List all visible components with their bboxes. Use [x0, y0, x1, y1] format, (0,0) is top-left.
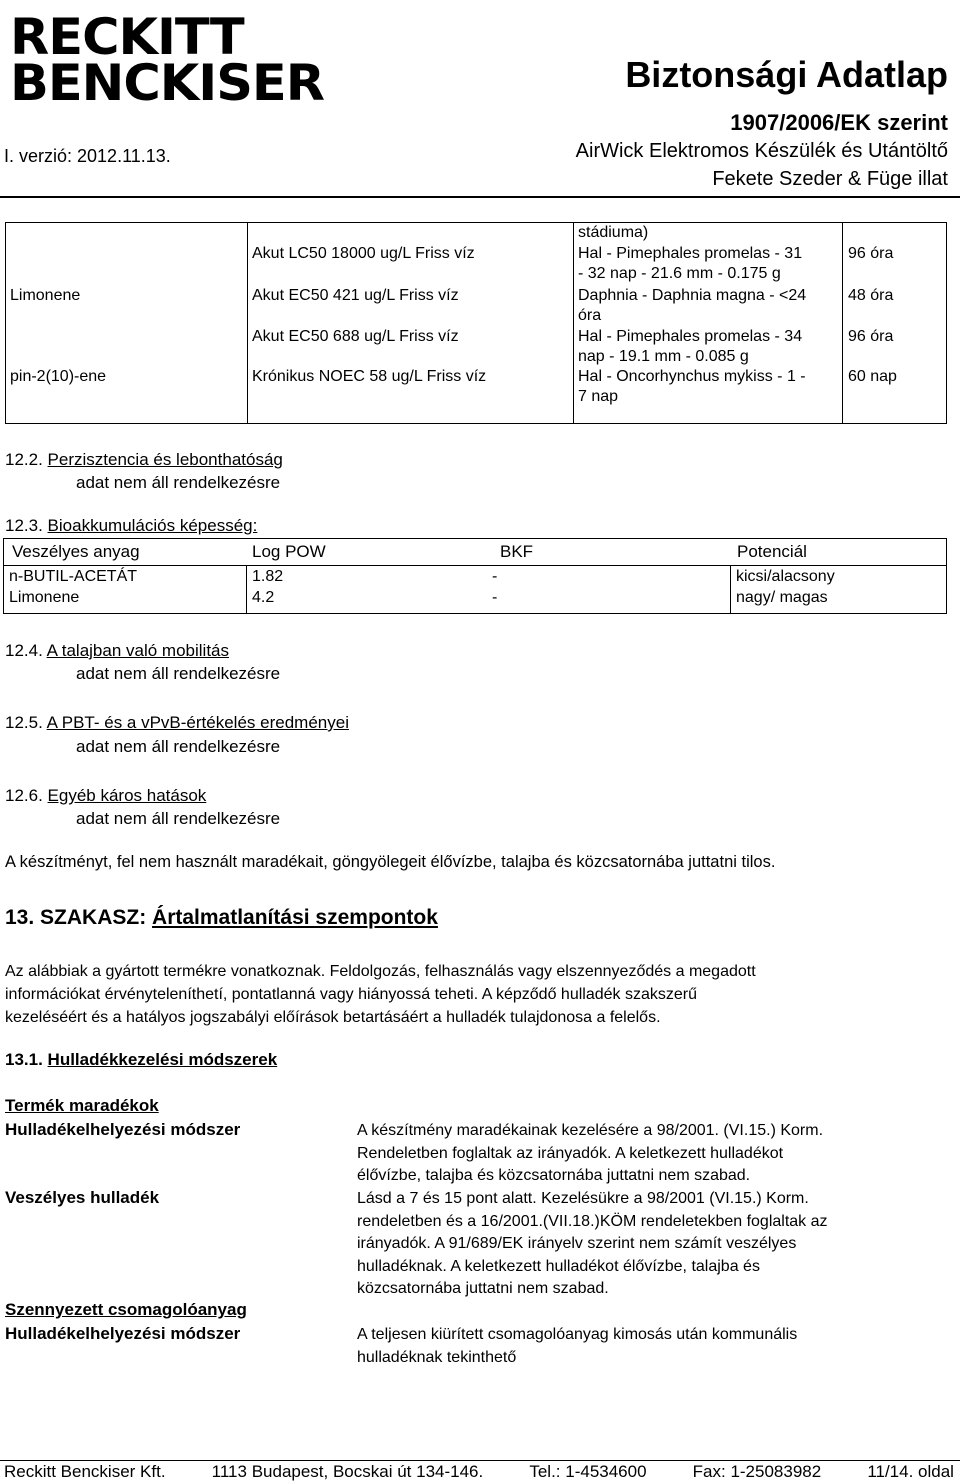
contaminated-packaging-label: Szennyezett csomagolóanyag	[5, 1300, 247, 1319]
column-header: Log POW	[252, 542, 326, 561]
table-cell: óra	[578, 307, 602, 324]
section-number: 12.5.	[5, 713, 43, 732]
section-12-6-text: adat nem áll rendelkezésre	[76, 809, 281, 828]
table-col-divider	[247, 223, 248, 423]
text-line: hulladéknak tekinthető	[357, 1348, 517, 1366]
table-cell: Akut EC50 688 ug/L Friss víz	[252, 328, 459, 345]
table-cell: nap - 19.1 mm - 0.085 g	[578, 348, 749, 365]
disposal-method-label: Hulladékelhelyezési módszer	[5, 1120, 241, 1139]
table-cell: -	[492, 568, 498, 585]
table-cell: Limonene	[9, 589, 80, 606]
product-name: AirWick Elektromos Készülék és Utántöltő	[575, 140, 948, 162]
column-header: BKF	[500, 542, 534, 561]
logo-line1: RECKITT	[10, 8, 244, 66]
toxicity-table	[5, 222, 947, 424]
disposal-warning: A készítményt, fel nem használt maradékait, göngyölegeit élővízbe, talajba és közcsatornába juttatni tilos.	[5, 853, 776, 871]
section-12-3-heading	[5, 516, 257, 536]
table-col-divider	[246, 566, 247, 613]
text-line: Rendeletben foglaltak az irányadók. A keletkezett hulladékot	[357, 1144, 784, 1162]
table-cell: 7 nap	[578, 388, 619, 405]
text-line: élővízbe, talajba és közcsatornába juttatni nem szabad.	[357, 1167, 751, 1184]
table-cell: 60 nap	[848, 368, 897, 385]
product-residue-label: Termék maradékok	[5, 1096, 159, 1115]
footer-fax: Fax: 1-25083982	[692, 1462, 822, 1481]
table-cell: -	[492, 589, 498, 606]
table-cell: Hal - Pimephales promelas - 34	[578, 328, 803, 345]
section-12-4-heading	[5, 641, 229, 661]
section-12-5-heading	[5, 713, 349, 733]
bioaccumulation-table	[3, 565, 947, 614]
section-prefix: 13. SZAKASZ:	[5, 906, 153, 929]
table-cell: Hal - Oncorhynchus mykiss - 1 -	[578, 368, 806, 385]
table-cell: pin-2(10)-ene	[10, 368, 107, 385]
table-cell: Hal - Pimephales promelas - 31	[578, 245, 803, 262]
table-cell: kicsi/alacsony	[736, 568, 835, 585]
intro-line: kezeléséért és a hatályos jogszabályi előírások betartásáért a hulladék tulajdonosa a felelős.	[5, 1009, 661, 1026]
table-col-divider	[573, 223, 574, 423]
intro-line: Az alábbiak a gyártott termékre vonatkoznak. Feldolgozás, felhasználás vagy elszennyeződés a megadott	[5, 963, 756, 980]
section-12-4-text: adat nem áll rendelkezésre	[76, 664, 281, 683]
section-12-5-text: adat nem áll rendelkezésre	[76, 737, 281, 756]
bioaccumulation-table-header	[3, 538, 947, 566]
table-cell: stádiuma)	[578, 224, 649, 241]
text-line: rendeletben és a 16/2001.(VII.18.)KÖM rendeletekben foglaltak az	[357, 1212, 828, 1230]
section-number: 12.4.	[5, 641, 43, 660]
section-title: A PBT- és a vPvB-értékelés eredményei	[46, 713, 349, 732]
table-cell: Daphnia - Daphnia magna - <24	[578, 287, 807, 304]
section-title: Ártalmatlanítási szempontok	[152, 906, 438, 929]
footer-divider	[0, 1460, 960, 1461]
packaging-disposal-label: Hulladékelhelyezési módszer	[5, 1324, 241, 1343]
section-number: 12.6.	[5, 786, 43, 805]
text-line: A készítmény maradékainak kezelésére a 98/2001. (VI.15.) Korm.	[357, 1122, 824, 1139]
text-line: Lásd a 7 és 15 pont alatt. Kezelésükre a 98/2001 (VI.15.) Korm.	[357, 1190, 809, 1207]
section-title: A talajban való mobilitás	[46, 641, 229, 660]
section-title: Egyéb káros hatások	[47, 786, 207, 805]
table-cell: 96 óra	[848, 328, 894, 345]
table-col-divider	[842, 223, 843, 423]
intro-line: információkat érvényteleníthetí, pontatlanná vagy hiányossá teheti. A képződő hulladék szakszerű	[5, 986, 697, 1003]
table-cell: 48 óra	[848, 287, 894, 304]
text-line: hulladéknak. A keletkezett hulladékot élővízbe, talajba és	[357, 1257, 760, 1275]
section-title: Perzisztencia és lebonthatóság	[47, 450, 283, 469]
regulation-label: 1907/2006/EK szerint	[730, 110, 948, 135]
section-13-heading	[5, 906, 438, 930]
text-line: közcsatornába juttatni nem szabad.	[357, 1280, 609, 1297]
packaging-disposal-text	[357, 1324, 949, 1369]
logo-line2: BENCKISER	[10, 54, 324, 112]
footer-page-number: 11/14. oldal	[867, 1462, 954, 1481]
table-cell: 96 óra	[848, 245, 894, 262]
table-cell: Krónikus NOEC 58 ug/L Friss víz	[252, 368, 487, 385]
table-cell: Akut LC50 18000 ug/L Friss víz	[252, 245, 475, 262]
footer-phone: Tel.: 1-4534600	[529, 1462, 647, 1481]
section-title: Hulladékkezelési módszerek	[47, 1050, 278, 1069]
product-variant: Fekete Szeder & Füge illat	[712, 168, 948, 190]
section-12-2-text: adat nem áll rendelkezésre	[76, 473, 281, 492]
hazardous-waste-text	[357, 1188, 949, 1301]
page-footer	[4, 1462, 954, 1482]
table-cell: Limonene	[10, 287, 81, 304]
section-12-6-heading	[5, 786, 206, 806]
table-cell: n-BUTIL-ACETÁT	[9, 568, 138, 585]
section-number: 12.3.	[5, 516, 43, 535]
version-label: I. verzió: 2012.11.13.	[4, 146, 171, 166]
table-cell: 4.2	[252, 589, 275, 606]
text-line: irányadók. A 91/689/EK irányelv szerint nem számít veszélyes	[357, 1235, 797, 1252]
disposal-method-text	[357, 1120, 949, 1188]
table-col-divider	[730, 566, 731, 613]
table-cell: Akut EC50 421 ug/L Friss víz	[252, 287, 459, 304]
document-title: Biztonsági Adatlap	[625, 54, 948, 95]
section-number: 13.1.	[5, 1050, 43, 1069]
footer-company: Reckitt Benckiser Kft.	[4, 1462, 166, 1481]
section-number: 12.2.	[5, 450, 43, 469]
text-line: A teljesen kiürített csomagolóanyag kimosás után kommunális	[357, 1326, 798, 1343]
table-cell: nagy/ magas	[736, 589, 828, 606]
company-logo	[10, 8, 324, 112]
section-13-1-heading	[5, 1050, 277, 1070]
section-13-intro	[5, 960, 947, 1029]
column-header: Veszélyes anyag	[12, 542, 140, 561]
header-divider	[0, 196, 960, 198]
section-12-2-heading	[5, 450, 283, 470]
hazardous-waste-label: Veszélyes hulladék	[5, 1188, 160, 1207]
table-cell: 1.82	[252, 568, 284, 585]
column-header: Potenciál	[737, 542, 807, 561]
section-title: Bioakkumulációs képesség:	[47, 516, 258, 535]
table-cell: - 32 nap - 21.6 mm - 0.175 g	[578, 265, 781, 282]
footer-address: 1113 Budapest, Bocskai út 134-146.	[211, 1462, 484, 1481]
